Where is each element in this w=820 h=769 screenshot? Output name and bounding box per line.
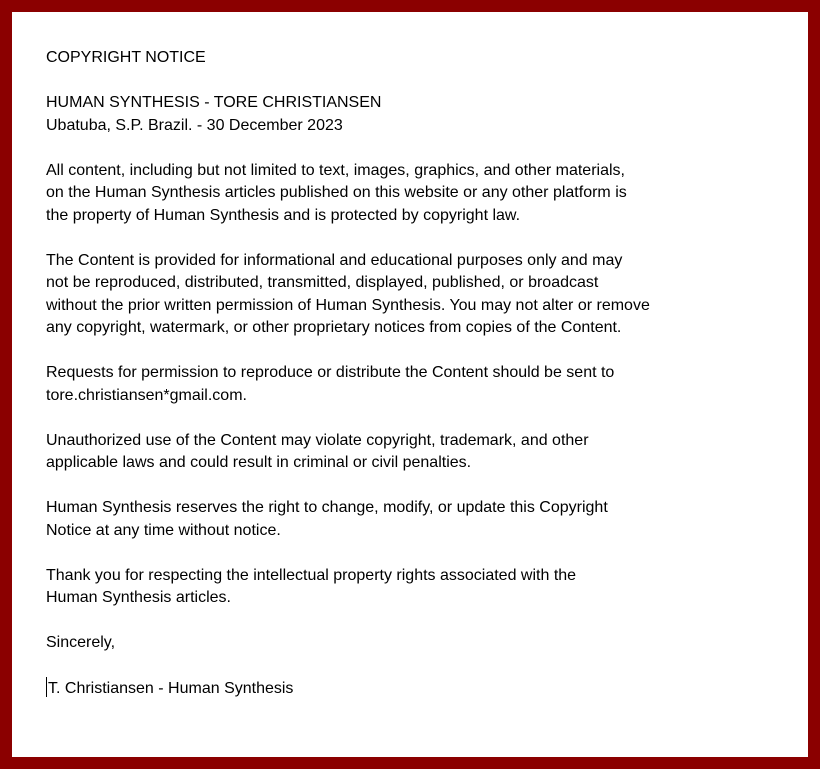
- text-line: without the prior written permission of Human Synthesis. You may not alter or remove: [46, 296, 650, 314]
- author-line: HUMAN SYNTHESIS - TORE CHRISTIANSEN: [46, 94, 382, 111]
- paragraph: [46, 565, 780, 610]
- text-line: not be reproduced, distributed, transmitted, displayed, published, or broadcast: [46, 274, 599, 291]
- text-line: Human Synthesis articles.: [46, 589, 231, 606]
- paragraph: [46, 160, 780, 228]
- copyright-notice-document[interactable]: [12, 12, 808, 757]
- text-line: Requests for permission to reproduce or distribute the Content should be sent to: [46, 364, 615, 381]
- place-date-line: Ubatuba, S.P. Brazil. - 30 December 2023: [46, 116, 343, 134]
- contact-email-line: tore.christiansen*gmail.com.: [46, 386, 247, 404]
- text-line: on the Human Synthesis articles published on this website or any other platform is: [46, 184, 627, 201]
- paragraph: [46, 250, 780, 340]
- signature-text: T. Christiansen - Human Synthesis: [48, 680, 294, 697]
- signature-line: [46, 677, 780, 701]
- paragraph: [46, 362, 780, 407]
- text-line: applicable laws and could result in criminal or civil penalties.: [46, 454, 472, 471]
- text-line: the property of Human Synthesis and is protected by copyright law.: [46, 206, 521, 224]
- text-line: any copyright, watermark, or other proprietary notices from copies of the Content.: [46, 319, 622, 336]
- paragraph: [46, 430, 780, 475]
- text-line: Human Synthesis reserves the right to change, modify, or update this Copyright: [46, 499, 608, 516]
- closing-line: Sincerely,: [46, 634, 116, 651]
- text-line: Notice at any time without notice.: [46, 521, 281, 539]
- text-line: All content, including but not limited to text, images, graphics, and other materials,: [46, 161, 625, 179]
- document-header: [46, 92, 780, 137]
- text-caret: [46, 677, 47, 697]
- text-line: Unauthorized use of the Content may violate copyright, trademark, and other: [46, 431, 589, 449]
- text-line: Thank you for respecting the intellectual property rights associated with the: [46, 566, 577, 584]
- document-title: COPYRIGHT NOTICE: [46, 49, 206, 66]
- text-line: The Content is provided for informational and educational purposes only and may: [46, 251, 623, 269]
- paragraph: [46, 497, 780, 542]
